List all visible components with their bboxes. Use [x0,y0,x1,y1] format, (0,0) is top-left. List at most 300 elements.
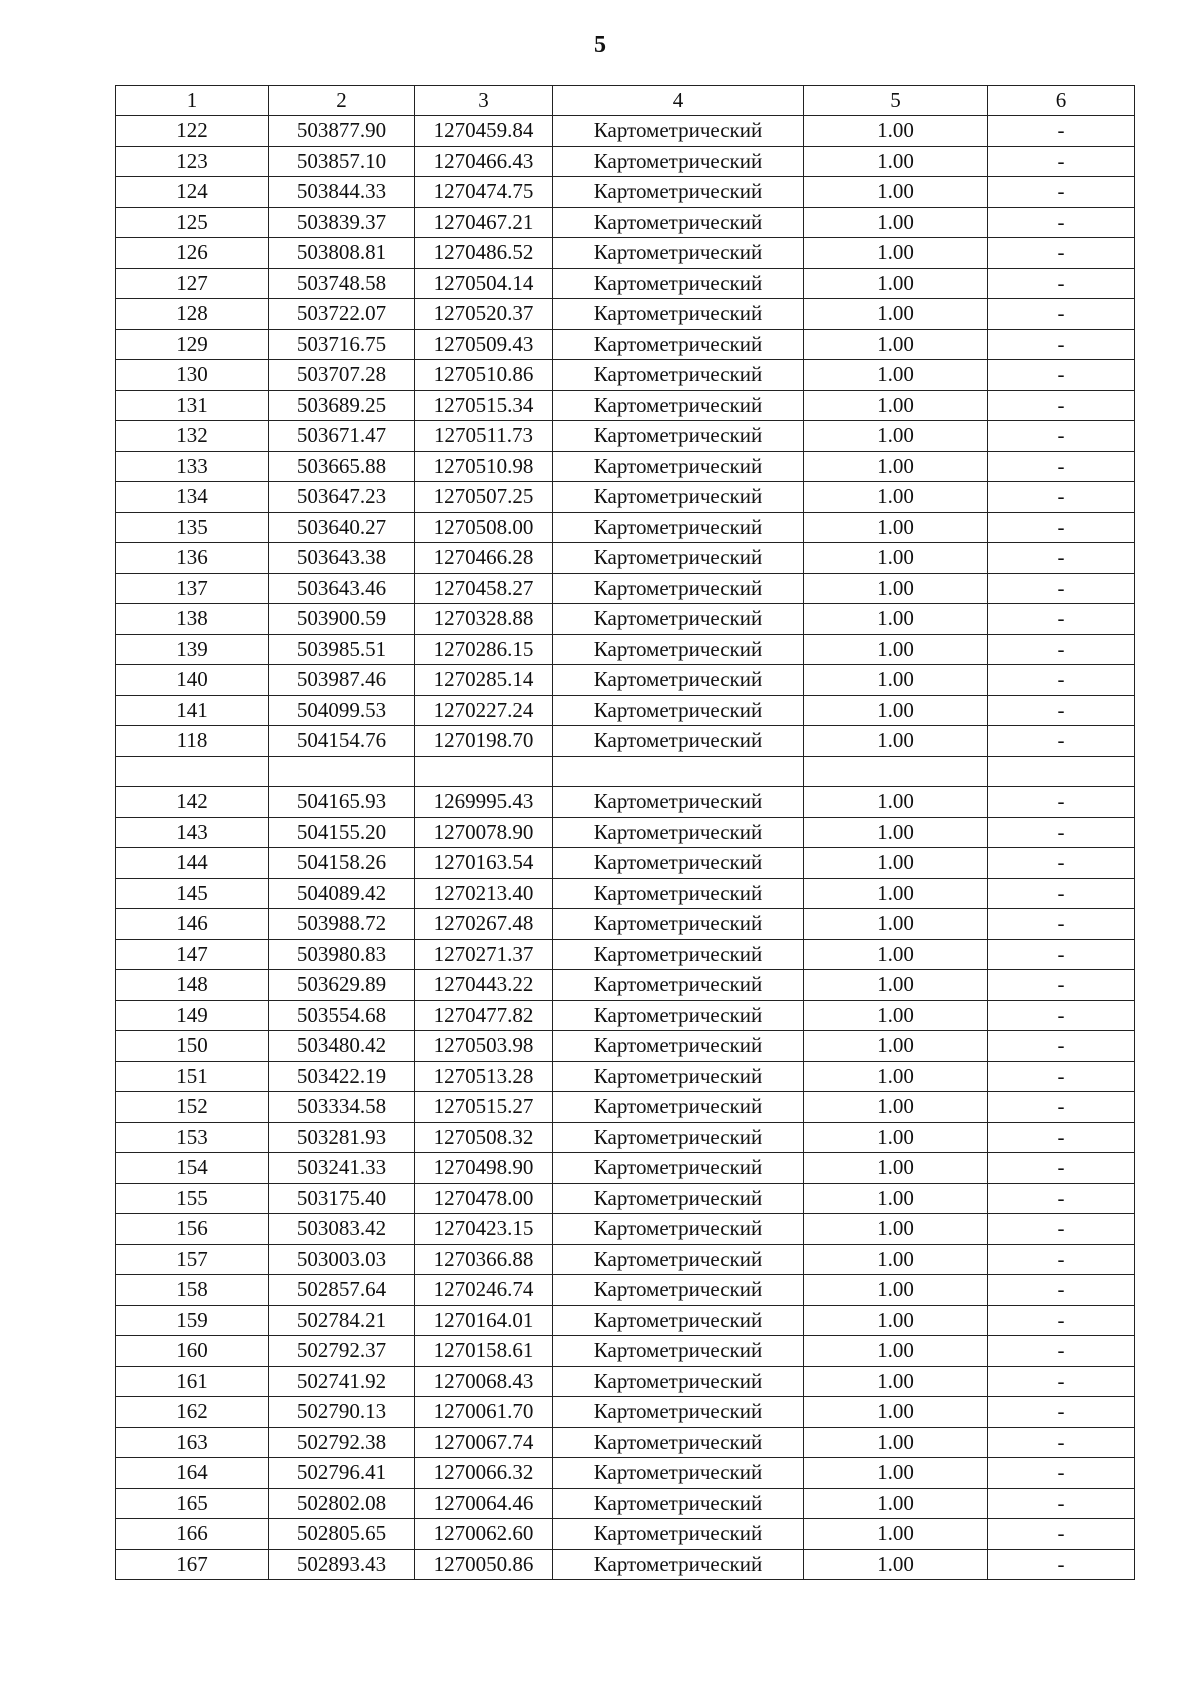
cell-x-coordinate: 502857.64 [269,1275,415,1306]
cell-note: - [988,1488,1135,1519]
cell-accuracy: 1.00 [804,1214,988,1245]
cell-accuracy: 1.00 [804,207,988,238]
table-row [116,451,1135,482]
cell-note: - [988,695,1135,726]
cell-accuracy: 1.00 [804,1549,988,1580]
table-row [116,421,1135,452]
cell-x-coordinate: 503857.10 [269,146,415,177]
table-row [116,1427,1135,1458]
cell-accuracy: 1.00 [804,329,988,360]
cell-y-coordinate: 1270050.86 [415,1549,553,1580]
cell-method: Картометрический [553,604,804,635]
cell-point-number: 163 [116,1427,269,1458]
table-row [116,512,1135,543]
table-row [116,787,1135,818]
cell-method: Картометрический [553,1397,804,1428]
cell-point-number: 137 [116,573,269,604]
cell-accuracy: 1.00 [804,1427,988,1458]
cell-x-coordinate: 503643.46 [269,573,415,604]
cell-point-number: 135 [116,512,269,543]
cell-method: Картометрический [553,1488,804,1519]
cell-accuracy: 1.00 [804,177,988,208]
cell-y-coordinate: 1270068.43 [415,1366,553,1397]
cell-point-number: 162 [116,1397,269,1428]
cell-x-coordinate: 503988.72 [269,909,415,940]
cell-note: - [988,451,1135,482]
cell-note: - [988,1427,1135,1458]
cell-point-number: 147 [116,939,269,970]
cell-accuracy: 1.00 [804,573,988,604]
cell-method: Картометрический [553,512,804,543]
cell-accuracy: 1.00 [804,360,988,391]
cell-point-number: 146 [116,909,269,940]
cell-accuracy: 1.00 [804,421,988,452]
table-row [116,1000,1135,1031]
cell-method [553,756,804,787]
cell-x-coordinate: 503422.19 [269,1061,415,1092]
cell-y-coordinate: 1270508.32 [415,1122,553,1153]
cell-note: - [988,1366,1135,1397]
cell-x-coordinate: 504089.42 [269,878,415,909]
cell-accuracy: 1.00 [804,146,988,177]
cell-accuracy: 1.00 [804,1366,988,1397]
cell-point-number: 157 [116,1244,269,1275]
cell-y-coordinate: 1270466.43 [415,146,553,177]
cell-accuracy: 1.00 [804,695,988,726]
cell-x-coordinate: 503707.28 [269,360,415,391]
cell-x-coordinate: 503980.83 [269,939,415,970]
cell-method: Картометрический [553,909,804,940]
coordinates-table [115,85,1135,1580]
cell-x-coordinate: 503334.58 [269,1092,415,1123]
cell-method: Картометрический [553,1366,804,1397]
cell-y-coordinate: 1270067.74 [415,1427,553,1458]
cell-note: - [988,573,1135,604]
cell-point-number: 136 [116,543,269,574]
page-number: 5 [594,32,606,58]
cell-point-number: 149 [116,1000,269,1031]
cell-x-coordinate: 503480.42 [269,1031,415,1062]
cell-point-number: 155 [116,1183,269,1214]
cell-note: - [988,268,1135,299]
cell-point-number: 129 [116,329,269,360]
cell-x-coordinate: 503987.46 [269,665,415,696]
cell-method: Картометрический [553,543,804,574]
cell-method: Картометрический [553,1153,804,1184]
cell-point-number: 134 [116,482,269,513]
table-row [116,1549,1135,1580]
cell-point-number: 165 [116,1488,269,1519]
table-row [116,695,1135,726]
cell-y-coordinate: 1270366.88 [415,1244,553,1275]
cell-y-coordinate: 1270328.88 [415,604,553,635]
cell-x-coordinate: 503643.38 [269,543,415,574]
cell-x-coordinate: 503808.81 [269,238,415,269]
table-row [116,1458,1135,1489]
table-row [116,1244,1135,1275]
cell-note: - [988,1153,1135,1184]
cell-x-coordinate: 503241.33 [269,1153,415,1184]
cell-point-number: 150 [116,1031,269,1062]
cell-method: Картометрический [553,238,804,269]
cell-x-coordinate: 503671.47 [269,421,415,452]
cell-x-coordinate: 503647.23 [269,482,415,513]
table-row [116,665,1135,696]
cell-y-coordinate: 1270443.22 [415,970,553,1001]
cell-note: - [988,634,1135,665]
cell-y-coordinate: 1270164.01 [415,1305,553,1336]
cell-x-coordinate: 502805.65 [269,1519,415,1550]
cell-note: - [988,421,1135,452]
cell-point-number: 128 [116,299,269,330]
cell-note: - [988,1061,1135,1092]
cell-y-coordinate: 1270158.61 [415,1336,553,1367]
cell-point-number: 148 [116,970,269,1001]
cell-method: Картометрический [553,451,804,482]
table-row [116,726,1135,757]
cell-x-coordinate: 502802.08 [269,1488,415,1519]
cell-accuracy: 1.00 [804,787,988,818]
cell-point-number: 124 [116,177,269,208]
cell-accuracy: 1.00 [804,1458,988,1489]
table-row [116,482,1135,513]
cell-y-coordinate: 1270458.27 [415,573,553,604]
cell-x-coordinate [269,756,415,787]
cell-y-coordinate: 1270478.00 [415,1183,553,1214]
cell-method: Картометрический [553,1549,804,1580]
cell-y-coordinate: 1270078.90 [415,817,553,848]
cell-note [988,756,1135,787]
table-row [116,634,1135,665]
table-header [116,86,1135,116]
cell-accuracy [804,756,988,787]
cell-note: - [988,848,1135,879]
cell-y-coordinate: 1270507.25 [415,482,553,513]
cell-note: - [988,1336,1135,1367]
cell-note: - [988,1031,1135,1062]
cell-accuracy: 1.00 [804,939,988,970]
header-cell-4: 4 [553,86,804,116]
table-row [116,1275,1135,1306]
cell-y-coordinate: 1269995.43 [415,787,553,818]
cell-note: - [988,116,1135,147]
cell-note: - [988,360,1135,391]
cell-note: - [988,207,1135,238]
cell-point-number: 139 [116,634,269,665]
cell-note: - [988,1000,1135,1031]
cell-y-coordinate [415,756,553,787]
cell-y-coordinate: 1270246.74 [415,1275,553,1306]
cell-point-number: 126 [116,238,269,269]
cell-x-coordinate: 503900.59 [269,604,415,635]
cell-point-number: 143 [116,817,269,848]
cell-x-coordinate: 503629.89 [269,970,415,1001]
cell-note: - [988,939,1135,970]
cell-note: - [988,909,1135,940]
cell-note: - [988,299,1135,330]
header-cell-1: 1 [116,86,269,116]
cell-note: - [988,1183,1135,1214]
cell-method: Картометрический [553,1183,804,1214]
cell-y-coordinate: 1270504.14 [415,268,553,299]
cell-y-coordinate: 1270474.75 [415,177,553,208]
cell-accuracy: 1.00 [804,543,988,574]
cell-y-coordinate: 1270066.32 [415,1458,553,1489]
cell-point-number: 167 [116,1549,269,1580]
cell-y-coordinate: 1270064.46 [415,1488,553,1519]
header-cell-2: 2 [269,86,415,116]
cell-x-coordinate: 502792.38 [269,1427,415,1458]
table-row [116,543,1135,574]
cell-x-coordinate: 504165.93 [269,787,415,818]
cell-note: - [988,787,1135,818]
cell-y-coordinate: 1270515.34 [415,390,553,421]
cell-note: - [988,177,1135,208]
table-row [116,878,1135,909]
header-row [116,86,1135,116]
cell-note: - [988,1519,1135,1550]
cell-accuracy: 1.00 [804,817,988,848]
cell-method: Картометрический [553,878,804,909]
cell-x-coordinate: 503985.51 [269,634,415,665]
cell-y-coordinate: 1270061.70 [415,1397,553,1428]
cell-accuracy: 1.00 [804,634,988,665]
table-row [116,238,1135,269]
cell-x-coordinate: 504154.76 [269,726,415,757]
cell-accuracy: 1.00 [804,1000,988,1031]
cell-method: Картометрический [553,1336,804,1367]
cell-note: - [988,817,1135,848]
cell-accuracy: 1.00 [804,1183,988,1214]
header-cell-6: 6 [988,86,1135,116]
cell-note: - [988,1275,1135,1306]
cell-point-number: 158 [116,1275,269,1306]
cell-method: Картометрический [553,573,804,604]
cell-point-number: 161 [116,1366,269,1397]
cell-y-coordinate: 1270508.00 [415,512,553,543]
cell-y-coordinate: 1270459.84 [415,116,553,147]
cell-method: Картометрический [553,1000,804,1031]
cell-accuracy: 1.00 [804,1153,988,1184]
cell-note: - [988,482,1135,513]
cell-method: Картометрический [553,726,804,757]
cell-method: Картометрический [553,146,804,177]
cell-method: Картометрический [553,482,804,513]
cell-method: Картометрический [553,1305,804,1336]
cell-accuracy: 1.00 [804,1031,988,1062]
cell-point-number: 160 [116,1336,269,1367]
cell-x-coordinate: 503689.25 [269,390,415,421]
table-row [116,817,1135,848]
cell-x-coordinate: 503640.27 [269,512,415,543]
cell-method: Картометрический [553,1092,804,1123]
header-cell-3: 3 [415,86,553,116]
cell-y-coordinate: 1270510.98 [415,451,553,482]
cell-accuracy: 1.00 [804,1305,988,1336]
table-row [116,207,1135,238]
table-row [116,1366,1135,1397]
table-row [116,848,1135,879]
table-row [116,116,1135,147]
cell-accuracy: 1.00 [804,726,988,757]
cell-note: - [988,1397,1135,1428]
cell-y-coordinate: 1270515.27 [415,1092,553,1123]
cell-method: Картометрический [553,1061,804,1092]
cell-accuracy: 1.00 [804,299,988,330]
cell-accuracy: 1.00 [804,909,988,940]
cell-note: - [988,970,1135,1001]
cell-method: Картометрический [553,1519,804,1550]
cell-point-number: 153 [116,1122,269,1153]
table-row [116,329,1135,360]
cell-point-number: 118 [116,726,269,757]
table-row [116,1488,1135,1519]
table-row [116,1397,1135,1428]
cell-x-coordinate: 504158.26 [269,848,415,879]
cell-y-coordinate: 1270513.28 [415,1061,553,1092]
table-row [116,177,1135,208]
cell-x-coordinate: 503003.03 [269,1244,415,1275]
cell-method: Картометрический [553,116,804,147]
table-row [116,1031,1135,1062]
cell-y-coordinate: 1270062.60 [415,1519,553,1550]
cell-x-coordinate: 503175.40 [269,1183,415,1214]
cell-accuracy: 1.00 [804,451,988,482]
cell-method: Картометрический [553,1031,804,1062]
cell-y-coordinate: 1270509.43 [415,329,553,360]
cell-note: - [988,604,1135,635]
cell-x-coordinate: 502792.37 [269,1336,415,1367]
cell-method: Картометрический [553,970,804,1001]
cell-note: - [988,329,1135,360]
cell-point-number: 145 [116,878,269,909]
cell-y-coordinate: 1270510.86 [415,360,553,391]
cell-note: - [988,1549,1135,1580]
cell-method: Картометрический [553,177,804,208]
cell-y-coordinate: 1270213.40 [415,878,553,909]
cell-method: Картометрический [553,1275,804,1306]
table-row [116,573,1135,604]
cell-point-number: 125 [116,207,269,238]
cell-y-coordinate: 1270498.90 [415,1153,553,1184]
cell-note: - [988,512,1135,543]
cell-method: Картометрический [553,360,804,391]
cell-accuracy: 1.00 [804,1061,988,1092]
cell-accuracy: 1.00 [804,1275,988,1306]
cell-point-number: 142 [116,787,269,818]
table-row [116,299,1135,330]
table-row [116,1336,1135,1367]
cell-x-coordinate: 502741.92 [269,1366,415,1397]
cell-point-number [116,756,269,787]
table-row [116,1183,1135,1214]
cell-method: Картометрический [553,299,804,330]
cell-accuracy: 1.00 [804,1092,988,1123]
table-row [116,604,1135,635]
cell-point-number: 127 [116,268,269,299]
cell-point-number: 123 [116,146,269,177]
cell-y-coordinate: 1270285.14 [415,665,553,696]
cell-note: - [988,390,1135,421]
cell-note: - [988,665,1135,696]
cell-accuracy: 1.00 [804,1244,988,1275]
cell-y-coordinate: 1270163.54 [415,848,553,879]
cell-method: Картометрический [553,939,804,970]
cell-point-number: 166 [116,1519,269,1550]
cell-x-coordinate: 502790.13 [269,1397,415,1428]
cell-x-coordinate: 503281.93 [269,1122,415,1153]
cell-x-coordinate: 502893.43 [269,1549,415,1580]
cell-accuracy: 1.00 [804,878,988,909]
cell-y-coordinate: 1270467.21 [415,207,553,238]
table-row [116,146,1135,177]
table-row [116,939,1135,970]
cell-accuracy: 1.00 [804,848,988,879]
table-row [116,1214,1135,1245]
table-row [116,1122,1135,1153]
cell-note: - [988,1244,1135,1275]
cell-accuracy: 1.00 [804,268,988,299]
cell-x-coordinate: 504099.53 [269,695,415,726]
cell-method: Картометрический [553,695,804,726]
cell-x-coordinate: 503665.88 [269,451,415,482]
cell-accuracy: 1.00 [804,1519,988,1550]
cell-x-coordinate: 503554.68 [269,1000,415,1031]
cell-y-coordinate: 1270423.15 [415,1214,553,1245]
cell-point-number: 122 [116,116,269,147]
cell-x-coordinate: 503748.58 [269,268,415,299]
cell-method: Картометрический [553,207,804,238]
cell-accuracy: 1.00 [804,238,988,269]
cell-point-number: 144 [116,848,269,879]
cell-note: - [988,878,1135,909]
cell-method: Картометрический [553,329,804,360]
cell-accuracy: 1.00 [804,1397,988,1428]
cell-x-coordinate: 503877.90 [269,116,415,147]
cell-y-coordinate: 1270477.82 [415,1000,553,1031]
cell-point-number: 140 [116,665,269,696]
cell-note: - [988,1214,1135,1245]
cell-accuracy: 1.00 [804,970,988,1001]
cell-note: - [988,1458,1135,1489]
cell-y-coordinate: 1270511.73 [415,421,553,452]
header-cell-5: 5 [804,86,988,116]
cell-point-number: 131 [116,390,269,421]
cell-accuracy: 1.00 [804,1488,988,1519]
table-row [116,1153,1135,1184]
cell-accuracy: 1.00 [804,390,988,421]
cell-point-number: 141 [116,695,269,726]
cell-point-number: 151 [116,1061,269,1092]
cell-method: Картометрический [553,390,804,421]
cell-accuracy: 1.00 [804,665,988,696]
cell-note: - [988,1092,1135,1123]
cell-method: Картометрический [553,421,804,452]
cell-x-coordinate: 503716.75 [269,329,415,360]
cell-x-coordinate: 503083.42 [269,1214,415,1245]
cell-accuracy: 1.00 [804,512,988,543]
table-row [116,1519,1135,1550]
cell-method: Картометрический [553,1427,804,1458]
cell-point-number: 156 [116,1214,269,1245]
cell-point-number: 154 [116,1153,269,1184]
cell-method: Картометрический [553,848,804,879]
cell-point-number: 133 [116,451,269,482]
table-row [116,756,1135,787]
cell-method: Картометрический [553,817,804,848]
cell-y-coordinate: 1270486.52 [415,238,553,269]
cell-accuracy: 1.00 [804,1336,988,1367]
